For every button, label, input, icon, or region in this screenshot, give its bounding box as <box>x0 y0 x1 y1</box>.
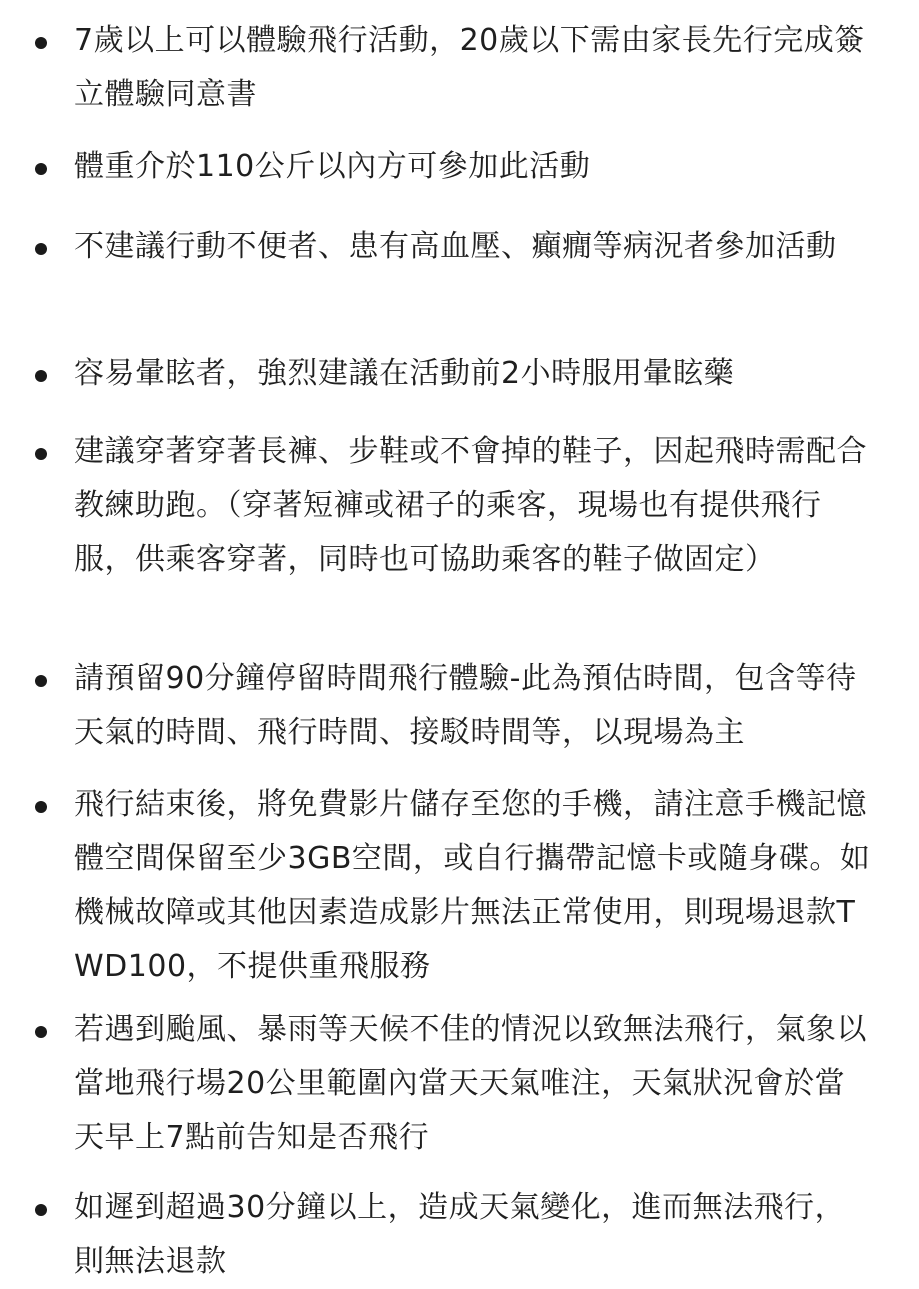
bullet-icon <box>35 243 47 255</box>
bullet-icon <box>35 675 47 687</box>
notice-text: 容易暈眩者，強烈建議在活動前2小時服用暈眩藥 <box>74 356 735 391</box>
notice-text: 體重介於110公斤以內方可參加此活動 <box>74 149 591 184</box>
bullet-icon <box>35 370 47 382</box>
bullet-icon <box>35 1026 47 1038</box>
notice-text: 飛行結束後，將免費影片儲存至您的手機，請注意手機記憶體空間保留至少3GB空間，或自行攜帶記憶卡或隨身碟。如機械故障或其他因素造成影片無法正常使用，則現場退款TWD100，不提供重飛服務 <box>74 787 871 984</box>
notice-text: 不建議行動不便者、患有高血壓、癲癇等病況者參加活動 <box>74 229 837 264</box>
bullet-icon <box>35 801 47 813</box>
notice-text: 建議穿著穿著長褲、步鞋或不會掉的鞋子，因起飛時需配合教練助跑。（穿著短褲或裙子的乘客，現場也有提供飛行服，供乘客穿著，同時也可協助乘客的鞋子做固定） <box>74 434 867 577</box>
bullet-icon <box>35 37 47 49</box>
notice-text: 請預留90分鐘停留時間飛行體驗-此為預估時間，包含等待天氣的時間、飛行時間、接駁時間等，以現場為主 <box>74 661 857 750</box>
bullet-icon <box>35 1204 47 1216</box>
bullet-icon <box>35 163 47 175</box>
notice-text: 7歲以上可以體驗飛行活動，20歲以下需由家長先行完成簽立體驗同意書 <box>74 23 865 112</box>
notice-text: 若遇到颱風、暴雨等天候不佳的情況以致無法飛行，氣象以當地飛行場20公里範圍內當天天氣唯注，天氣狀況會於當天早上7點前告知是否飛行 <box>74 1012 867 1155</box>
bullet-icon <box>35 448 47 460</box>
notice-text: 如遲到超過30分鐘以上，造成天氣變化，進而無法飛行，則無法退款 <box>74 1190 846 1279</box>
